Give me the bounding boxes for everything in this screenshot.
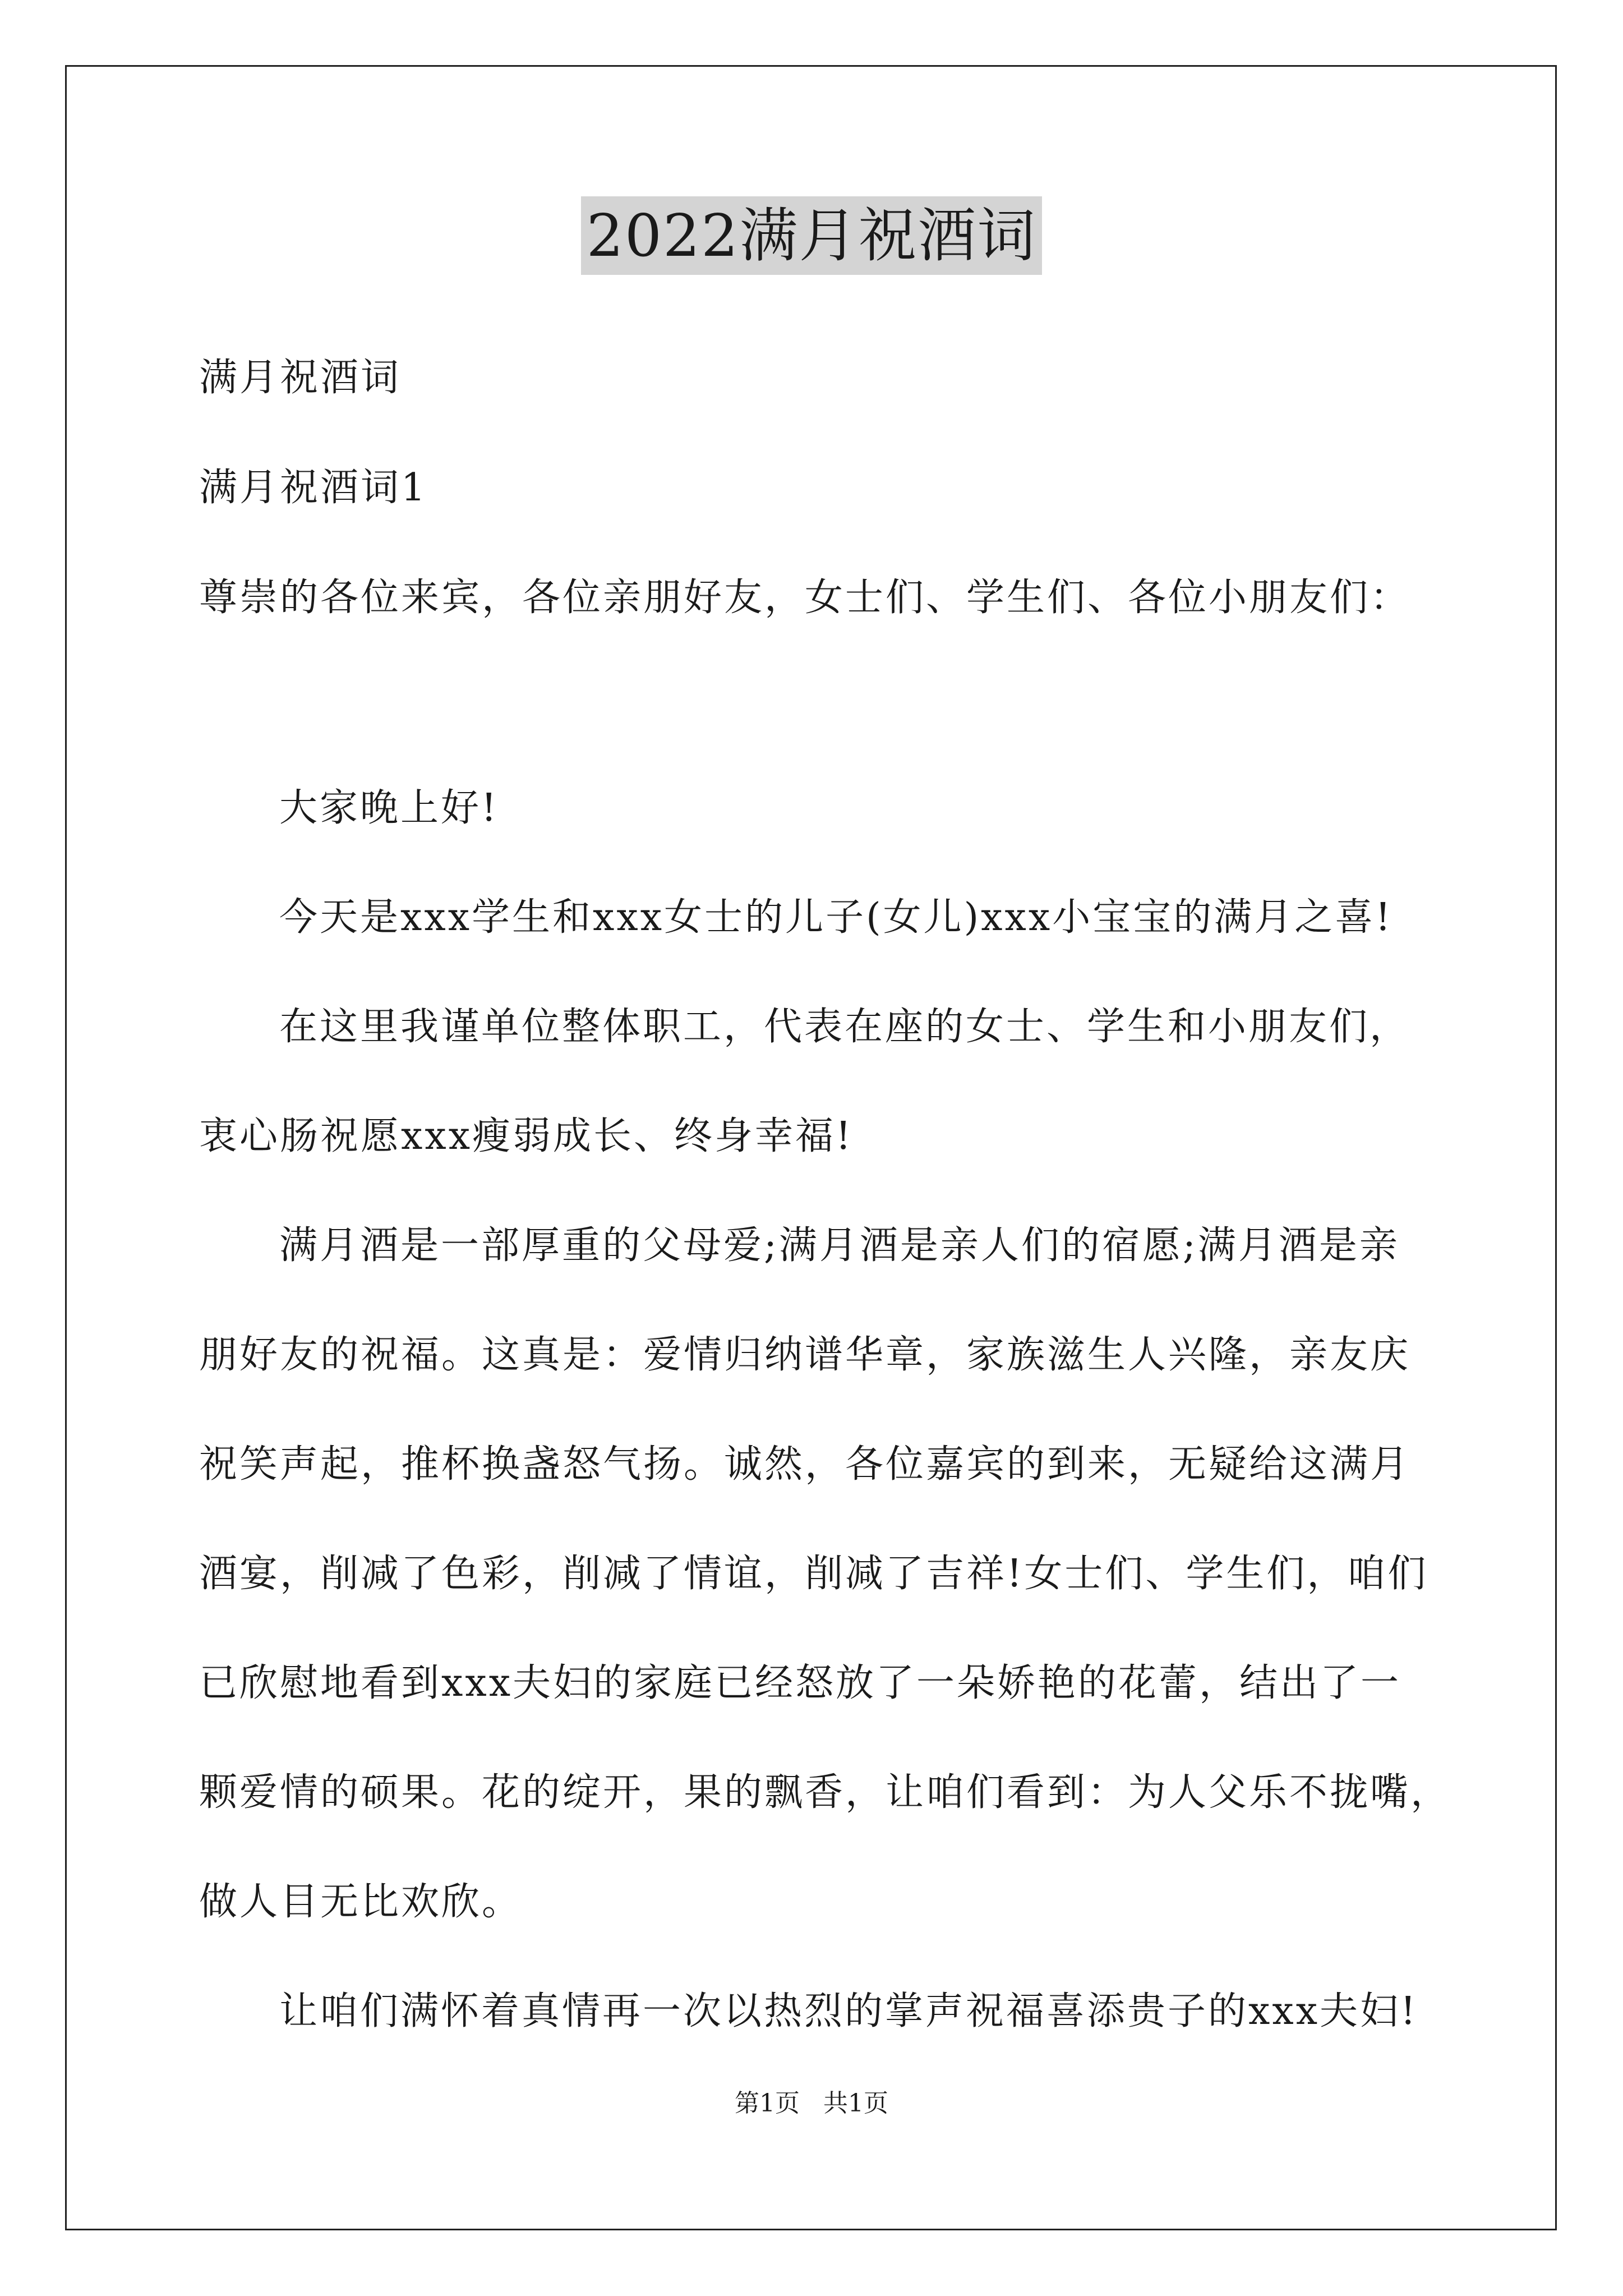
subheading: 满月祝酒词1 (199, 466, 428, 510)
paragraph-line: 朋好友的祝福。这真是：爱情归纳谱华章，家族滋生人兴隆，亲友庆 (199, 1333, 1411, 1377)
paragraph-line: 让咱们满怀着真情再一次以热烈的掌声祝福喜添贵子的xxx夫妇! (279, 1989, 1418, 2033)
paragraph-line: 颗爱情的硕果。花的绽开，果的飘香，让咱们看到：为人父乐不拢嘴， (199, 1770, 1451, 1815)
paragraph-line: 满月酒是一部厚重的父母爱;满月酒是亲人们的宿愿;满月酒是亲 (279, 1223, 1400, 1268)
paragraph-line: 已欣慰地看到xxx夫妇的家庭已经怒放了一朵娇艳的花蕾，结出了一 (199, 1661, 1401, 1705)
paragraph-line: 衷心肠祝愿xxx瘦弱成长、终身幸福! (199, 1114, 854, 1158)
page-number: 第1页 共1页 (735, 2089, 888, 2118)
paragraph-line: 在这里我谨单位整体职工，代表在座的女士、学生和小朋友们， (279, 1005, 1410, 1049)
title-container (0, 196, 1623, 275)
salutation: 尊崇的各位来宾，各位亲朋好友，女士们、学生们、各位小朋友们： (199, 576, 1411, 620)
heading: 满月祝酒词 (199, 356, 402, 400)
paragraph-line: 祝笑声起，推杯换盏怒气扬。诚然，各位嘉宾的到来，无疑给这满月 (199, 1442, 1411, 1487)
paragraph-line: 做人目无比欢欣。 (199, 1880, 523, 1924)
document-title: 2022满月祝酒词 (581, 196, 1043, 275)
paragraph-line: 大家晚上好! (279, 786, 499, 830)
paragraph-line: 今天是xxx学生和xxx女士的儿子(女儿)xxx小宝宝的满月之喜! (279, 895, 1393, 940)
paragraph-line: 酒宴，削减了色彩，削减了情谊，削减了吉祥!女士们、学生们，咱们 (199, 1552, 1428, 1596)
